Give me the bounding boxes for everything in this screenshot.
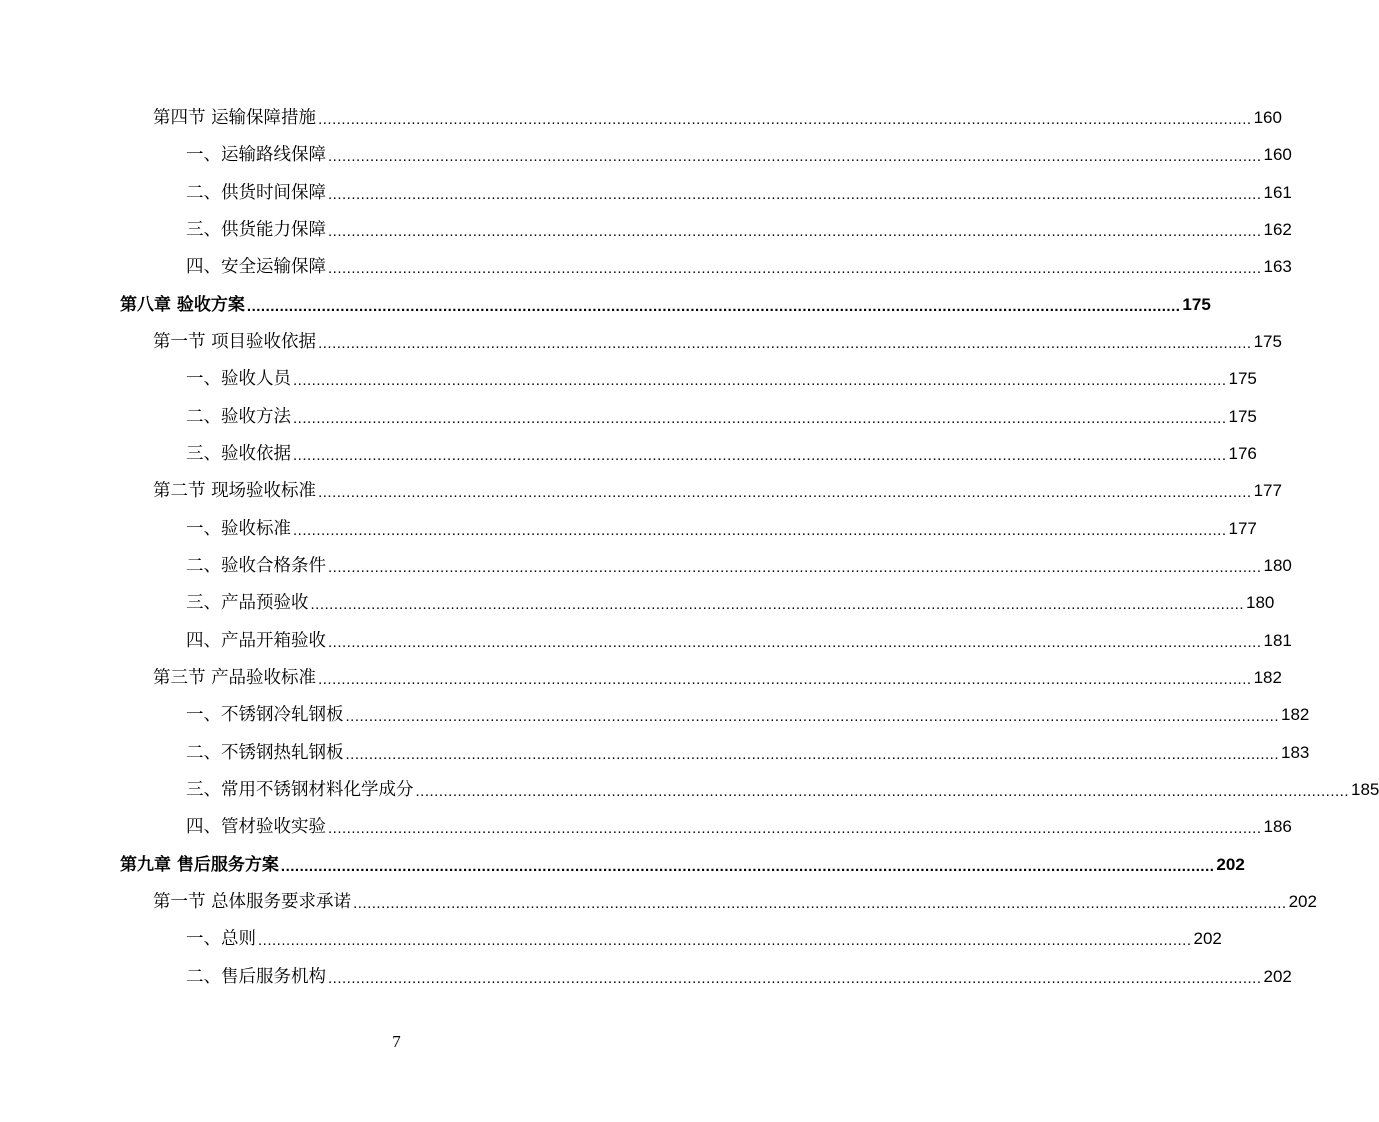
dot-leader: ........................................................................................................................................................................................................ (318, 484, 1252, 501)
toc-entry-label: 二、验收方法 (186, 407, 291, 427)
toc-entry[interactable] (153, 331, 1282, 353)
dot-leader: ........................................................................................................................................................................................................ (318, 111, 1252, 128)
toc-entry[interactable] (153, 480, 1282, 502)
toc-entry-page: 177 (1253, 481, 1282, 500)
toc-entry-page: 162 (1263, 220, 1292, 239)
toc-entry-label: 第一节 总体服务要求承诺 (153, 892, 352, 912)
toc-entry-page: 182 (1253, 668, 1282, 687)
toc-entry[interactable] (153, 107, 1282, 129)
toc-entry-label: 二、供货时间保障 (186, 183, 326, 203)
toc-entry-page: 182 (1281, 705, 1310, 724)
toc-entry-page: 177 (1228, 519, 1257, 538)
dot-leader: ........................................................................................................................................................................................................ (280, 858, 1215, 875)
toc-entry-page: 175 (1228, 369, 1257, 388)
toc-entry-label: 四、安全运输保障 (186, 257, 326, 277)
toc-entry-label: 一、验收标准 (186, 519, 291, 539)
toc-entry[interactable] (186, 443, 1257, 465)
toc-entry-page: 160 (1253, 108, 1282, 127)
toc-entry-page: 161 (1263, 183, 1292, 202)
toc-entry[interactable] (186, 592, 1275, 614)
dot-leader: ........................................................................................................................................................................................................ (310, 596, 1244, 613)
toc-entry[interactable] (186, 368, 1257, 390)
toc-entry[interactable] (186, 144, 1292, 166)
toc-entry[interactable] (153, 891, 1317, 913)
toc-entry-label: 一、总则 (186, 929, 256, 949)
toc-entry-page: 202 (1263, 967, 1292, 986)
toc-entry-page: 180 (1246, 593, 1275, 612)
toc-entry-page: 202 (1288, 892, 1317, 911)
toc-entry-page: 175 (1253, 332, 1282, 351)
dot-leader: ........................................................................................................................................................................................................ (328, 820, 1262, 837)
dot-leader: ........................................................................................................................................................................................................ (318, 671, 1252, 688)
toc-entry[interactable] (186, 182, 1292, 204)
toc-chapter-entry[interactable] (120, 294, 1211, 316)
toc-entry-label: 第八章 验收方案 (120, 295, 245, 315)
toc-entry-page: 160 (1263, 145, 1292, 164)
toc-entry-page: 183 (1281, 743, 1310, 762)
toc-entry[interactable] (186, 256, 1292, 278)
dot-leader: ........................................................................................................................................................................................................ (328, 559, 1262, 576)
toc-entry-page: 202 (1193, 929, 1222, 948)
page-number: 7 (392, 1032, 401, 1051)
toc-entry[interactable] (186, 928, 1222, 950)
dot-leader: ........................................................................................................................................................................................................ (345, 746, 1279, 763)
toc-entry[interactable] (186, 966, 1292, 988)
toc-entry-label: 第四节 运输保障措施 (153, 108, 317, 128)
toc-entry-label: 一、运输路线保障 (186, 145, 326, 165)
dot-leader: ........................................................................................................................................................................................................ (328, 634, 1262, 651)
toc-entry[interactable] (186, 630, 1292, 652)
dot-leader: ........................................................................................................................................................................................................ (293, 447, 1227, 464)
dot-leader: ........................................................................................................................................................................................................ (328, 260, 1262, 277)
toc-entry[interactable] (153, 667, 1282, 689)
dot-leader: ........................................................................................................................................................................................................ (328, 186, 1262, 203)
toc-entry[interactable] (186, 779, 1379, 801)
dot-leader: ........................................................................................................................................................................................................ (318, 335, 1252, 352)
dot-leader: ........................................................................................................................................................................................................ (328, 223, 1262, 240)
dot-leader: ........................................................................................................................................................................................................ (328, 970, 1262, 987)
toc-entry-page: 181 (1263, 631, 1292, 650)
toc-entry-label: 三、验收依据 (186, 444, 291, 464)
toc-entry-page: 186 (1263, 817, 1292, 836)
toc-entry-label: 一、验收人员 (186, 369, 291, 389)
toc-entry-label: 四、管材验收实验 (186, 817, 326, 837)
toc-entry[interactable] (186, 816, 1292, 838)
toc-entry-label: 一、不锈钢冷轧钢板 (186, 705, 344, 725)
toc-entry-label: 三、供货能力保障 (186, 220, 326, 240)
dot-leader: ........................................................................................................................................................................................................ (415, 783, 1349, 800)
dot-leader: ........................................................................................................................................................................................................ (258, 932, 1192, 949)
toc-entry-label: 第一节 项目验收依据 (153, 332, 317, 352)
toc-entry-page: 175 (1182, 295, 1211, 314)
toc-entry[interactable] (186, 406, 1257, 428)
toc-entry-label: 二、售后服务机构 (186, 967, 326, 987)
toc-entry[interactable] (186, 219, 1292, 241)
toc-entry-page: 163 (1263, 257, 1292, 276)
toc-entry-page: 180 (1263, 556, 1292, 575)
toc-entry-label: 三、常用不锈钢材料化学成分 (186, 780, 414, 800)
toc-entry-label: 二、不锈钢热轧钢板 (186, 743, 344, 763)
toc-chapter-entry[interactable] (120, 854, 1245, 876)
toc-entry-page: 176 (1228, 444, 1257, 463)
toc-entry-label: 第三节 产品验收标准 (153, 668, 317, 688)
dot-leader: ........................................................................................................................................................................................................ (328, 148, 1262, 165)
toc-entry-label: 四、产品开箱验收 (186, 631, 326, 651)
toc-entry[interactable] (186, 518, 1257, 540)
toc-entry-label: 第九章 售后服务方案 (120, 855, 279, 875)
toc-entry-label: 第二节 现场验收标准 (153, 481, 317, 501)
toc-entry-page: 185 (1351, 780, 1379, 799)
dot-leader: ........................................................................................................................................................................................................ (353, 895, 1287, 912)
dot-leader: ........................................................................................................................................................................................................ (293, 522, 1227, 539)
dot-leader: ........................................................................................................................................................................................................ (246, 298, 1181, 315)
toc-entry-label: 三、产品预验收 (186, 593, 309, 613)
toc-entry-page: 202 (1216, 855, 1245, 874)
dot-leader: ........................................................................................................................................................................................................ (345, 708, 1279, 725)
toc-entry[interactable] (186, 555, 1292, 577)
dot-leader: ........................................................................................................................................................................................................ (293, 372, 1227, 389)
toc-entry-label: 二、验收合格条件 (186, 556, 326, 576)
toc-entry[interactable] (186, 704, 1310, 726)
dot-leader: ........................................................................................................................................................................................................ (293, 410, 1227, 427)
toc-entry-page: 175 (1228, 407, 1257, 426)
toc-entry[interactable] (186, 742, 1310, 764)
